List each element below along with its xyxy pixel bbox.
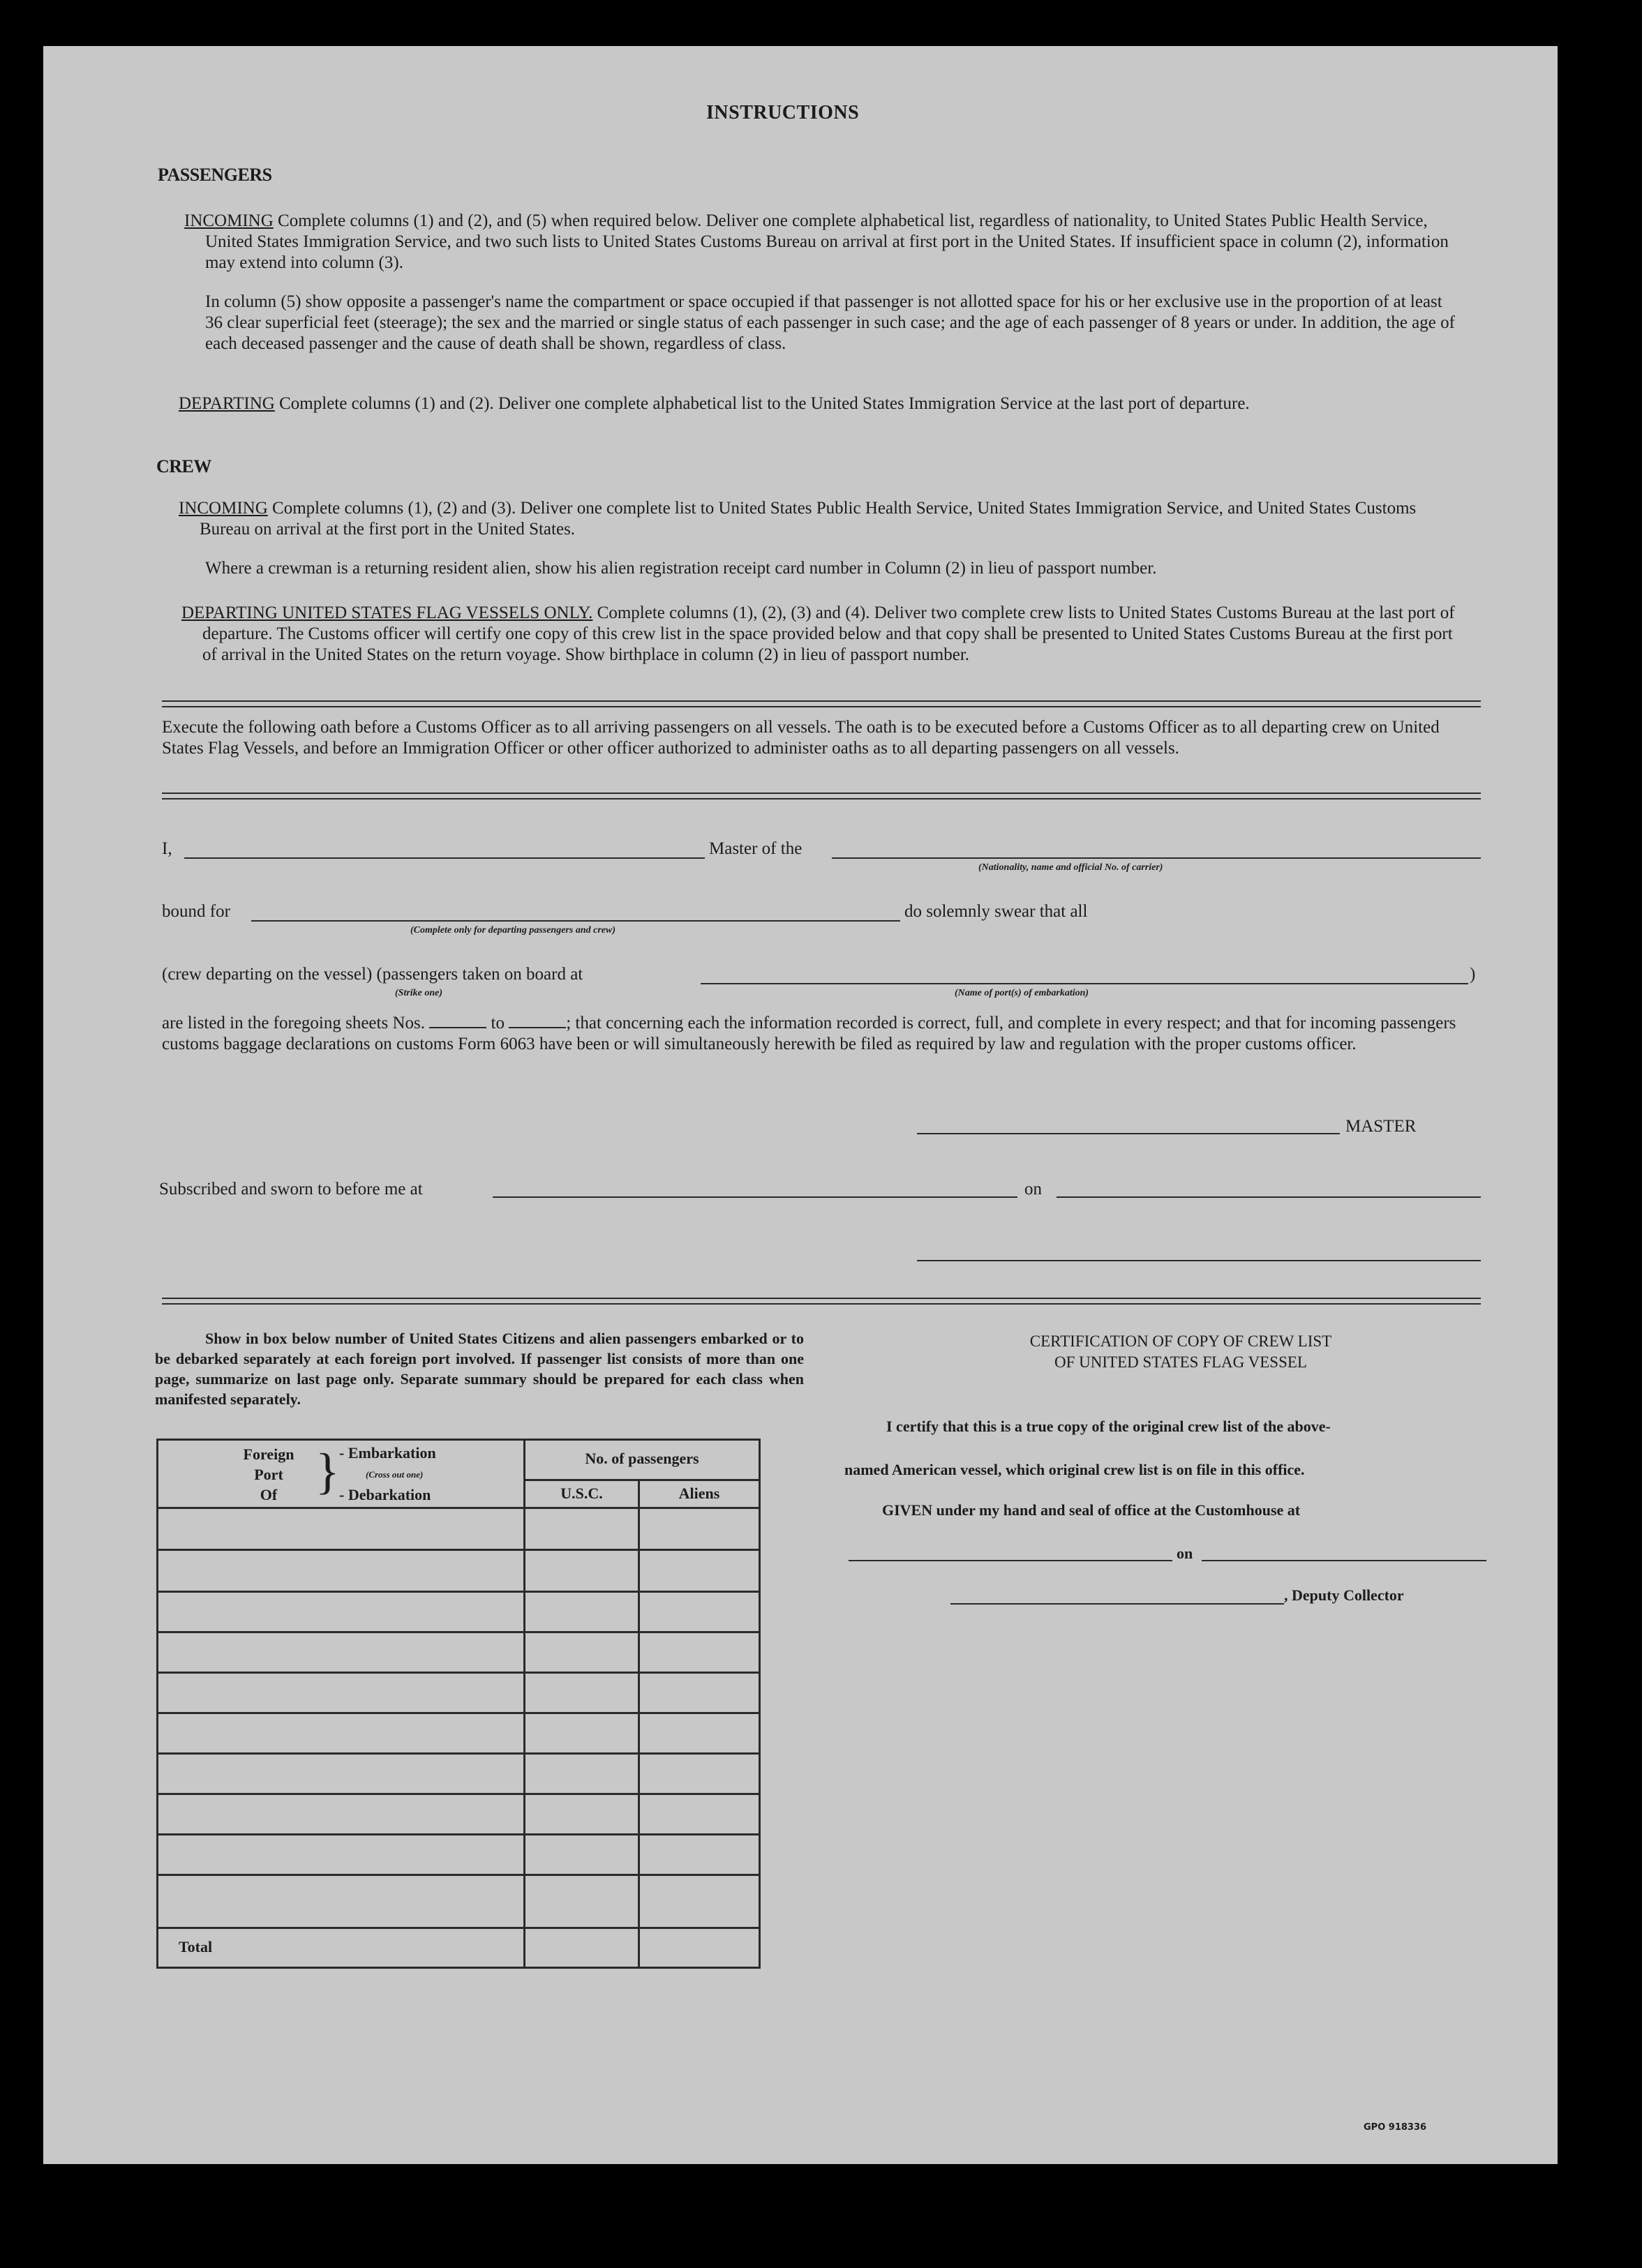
certification-line3: GIVEN under my hand and seal of office at the Customhouse at <box>882 1501 1301 1519</box>
gpo-code: GPO 918336 <box>1364 2122 1427 2133</box>
embarkation-label: - Embarkation <box>339 1444 436 1462</box>
aliens-header: Aliens <box>678 1485 720 1502</box>
sworn-place-field[interactable] <box>493 1196 1017 1198</box>
bound-for-hint: (Complete only for departing passengers and crew) <box>410 925 615 936</box>
crew-incoming-paragraph <box>179 498 1461 540</box>
passengers-heading: PASSENGERS <box>158 165 272 185</box>
usc-header: U.S.C. <box>560 1485 603 1502</box>
passengers-departing-text: Complete columns (1) and (2). Deliver one complete alphabetical list to the United States Immigration Service at the last port of departure. <box>274 394 1250 413</box>
master-signature-field[interactable] <box>917 1133 1340 1134</box>
brace-glyph: } <box>315 1443 340 1499</box>
master-name-field[interactable] <box>184 857 705 859</box>
carrier-field[interactable] <box>832 857 1481 859</box>
divider <box>162 798 1481 799</box>
sheet-from-field[interactable] <box>429 1027 486 1028</box>
sworn-on-label: on <box>1024 1180 1042 1199</box>
certification-date-field[interactable] <box>1202 1560 1486 1561</box>
crew-departing-text: Complete columns (1), (2), (3) and (4). Deliver two complete crew lists to United States Customs Bureau at the last port of departure. The Customs officer will certify one copy of this crew list in the space provided below and that copy shall be presented to United States Customs Bureau at the first port of arrival in the United States on the return voyage. Show birthplace in column (2) in lieu of passport number. <box>202 603 1455 664</box>
sheet-to-field[interactable] <box>509 1027 566 1028</box>
listed-prefix: are listed in the foregoing sheets Nos. <box>162 1014 425 1032</box>
listed-text: ; that concerning each the information recorded is correct, full, and complete in every respect; and that for incoming passengers customs baggage declarations on customs Form 6063 have been or will simultaneously herewith be filed as required by law and regulation with the proper customs officer. <box>162 1014 1456 1053</box>
passengers-incoming-paragraph <box>184 211 1461 273</box>
crew-departing-label: DEPARTING UNITED STATES FLAG VESSELS ONLY. <box>181 603 593 622</box>
passengers-incoming-label: INCOMING <box>184 211 274 230</box>
crew-heading: CREW <box>156 456 211 476</box>
passengers-column5-paragraph: In column (5) show opposite a passenger's name the compartment or space occupied if that passenger is not allotted space for his or her exclusive use in the proportion of at least 36 clear superficial feet (steerage); the sex and the married or single status of each passenger in such case; and the age of each passenger of 8 years or under. In addition, the age of each deceased passenger and the cause of death shall be shown, regardless of class. <box>205 292 1455 353</box>
crew-departing-text: (crew departing on the vessel) (passengers taken on board at <box>162 965 583 984</box>
divider <box>162 793 1481 794</box>
crew-incoming-label: INCOMING <box>179 499 268 518</box>
foreign-port-header: Foreign Port Of <box>243 1445 294 1503</box>
passengers-departing-label: DEPARTING <box>179 394 275 413</box>
page-title: INSTRUCTIONS <box>706 102 860 123</box>
divider <box>162 1298 1481 1299</box>
strike-one-hint: (Strike one) <box>395 988 443 998</box>
bound-for-label: bound for <box>162 902 230 921</box>
passenger-summary-table <box>156 1439 761 1969</box>
oath-instruction: Execute the following oath before a Customs Officer as to all arriving passengers on all vessels. The oath is to be executed before a Customs Officer as to all departing crew on United States Flag Vessels, and before an Immigration Officer or other officer authorized to administer oaths as to all departing passengers on all vessels. <box>162 718 1440 758</box>
port-hint: (Name of port(s) of embarkation) <box>955 988 1089 998</box>
deputy-collector-label: , Deputy Collector <box>1284 1586 1404 1604</box>
certification-line1: I certify that this is a true copy of the original crew list of the above- <box>886 1418 1331 1435</box>
crew-resident-paragraph: Where a crewman is a returning resident alien, show his alien registration receipt card number in Column (2) in lieu of passport number. <box>205 559 1157 578</box>
certification-line2: named American vessel, which original crew list is on file in this office. <box>844 1461 1305 1478</box>
passengers-incoming-text: Complete columns (1) and (2), and (5) when required below. Deliver one complete alphabetical list, regardless of nationality, to United States Public Health Service, United States Immigration Service, and two such lists to United States Customs Bureau on arrival at first port in the United States. If insufficient space in column (2), information may extend into column (3). <box>205 211 1449 272</box>
no-of-passengers-header: No. of passengers <box>585 1450 699 1467</box>
embarkation-port-field[interactable] <box>701 983 1468 984</box>
close-paren: ) <box>1470 965 1476 984</box>
certification-title-line1: CERTIFICATION OF COPY OF CREW LIST <box>1029 1332 1332 1350</box>
document-page <box>43 46 1558 2164</box>
certification-title <box>867 1331 1495 1373</box>
oath-i-label: I, <box>162 839 172 858</box>
swear-text: do solemnly swear that all <box>904 902 1088 921</box>
passengers-departing-paragraph <box>179 393 1461 414</box>
crew-incoming-text: Complete columns (1), (2) and (3). Deliver one complete list to United States Public Health Service, United States Immigration Service, and United States Customs Bureau on arrival at the first port in the United States. <box>200 499 1417 539</box>
divider <box>162 700 1481 702</box>
certification-on-label: on <box>1177 1545 1193 1562</box>
bound-for-field[interactable] <box>251 920 900 922</box>
summary-instruction: Show in box below number of United States Citizens and alien passengers embarked or to be debarked separately at each foreign port involved. If passenger list consists of more than one page, summarize on last page only. Separate summary should be prepared for each class when manifested separately. <box>155 1330 804 1408</box>
debarkation-label: - Debarkation <box>339 1486 431 1503</box>
divider <box>162 1303 1481 1305</box>
listed-paragraph <box>162 1013 1460 1055</box>
cross-out-hint: (Cross out one) <box>366 1469 424 1480</box>
master-label: MASTER <box>1345 1117 1417 1136</box>
customhouse-field[interactable] <box>849 1560 1172 1561</box>
total-label: Total <box>179 1938 213 1955</box>
sworn-date-field[interactable] <box>1057 1196 1481 1198</box>
certification-title-line2: OF UNITED STATES FLAG VESSEL <box>1054 1353 1307 1371</box>
master-of-the-label: Master of the <box>709 839 803 858</box>
carrier-hint: (Nationality, name and official No. of carrier) <box>978 862 1163 873</box>
divider <box>162 706 1481 707</box>
to-label: to <box>491 1014 505 1032</box>
deputy-collector-signature-field[interactable] <box>950 1603 1284 1605</box>
crew-departing-paragraph <box>181 603 1461 666</box>
subscribed-label: Subscribed and sworn to before me at <box>159 1180 423 1199</box>
officer-signature-field[interactable] <box>917 1260 1481 1261</box>
